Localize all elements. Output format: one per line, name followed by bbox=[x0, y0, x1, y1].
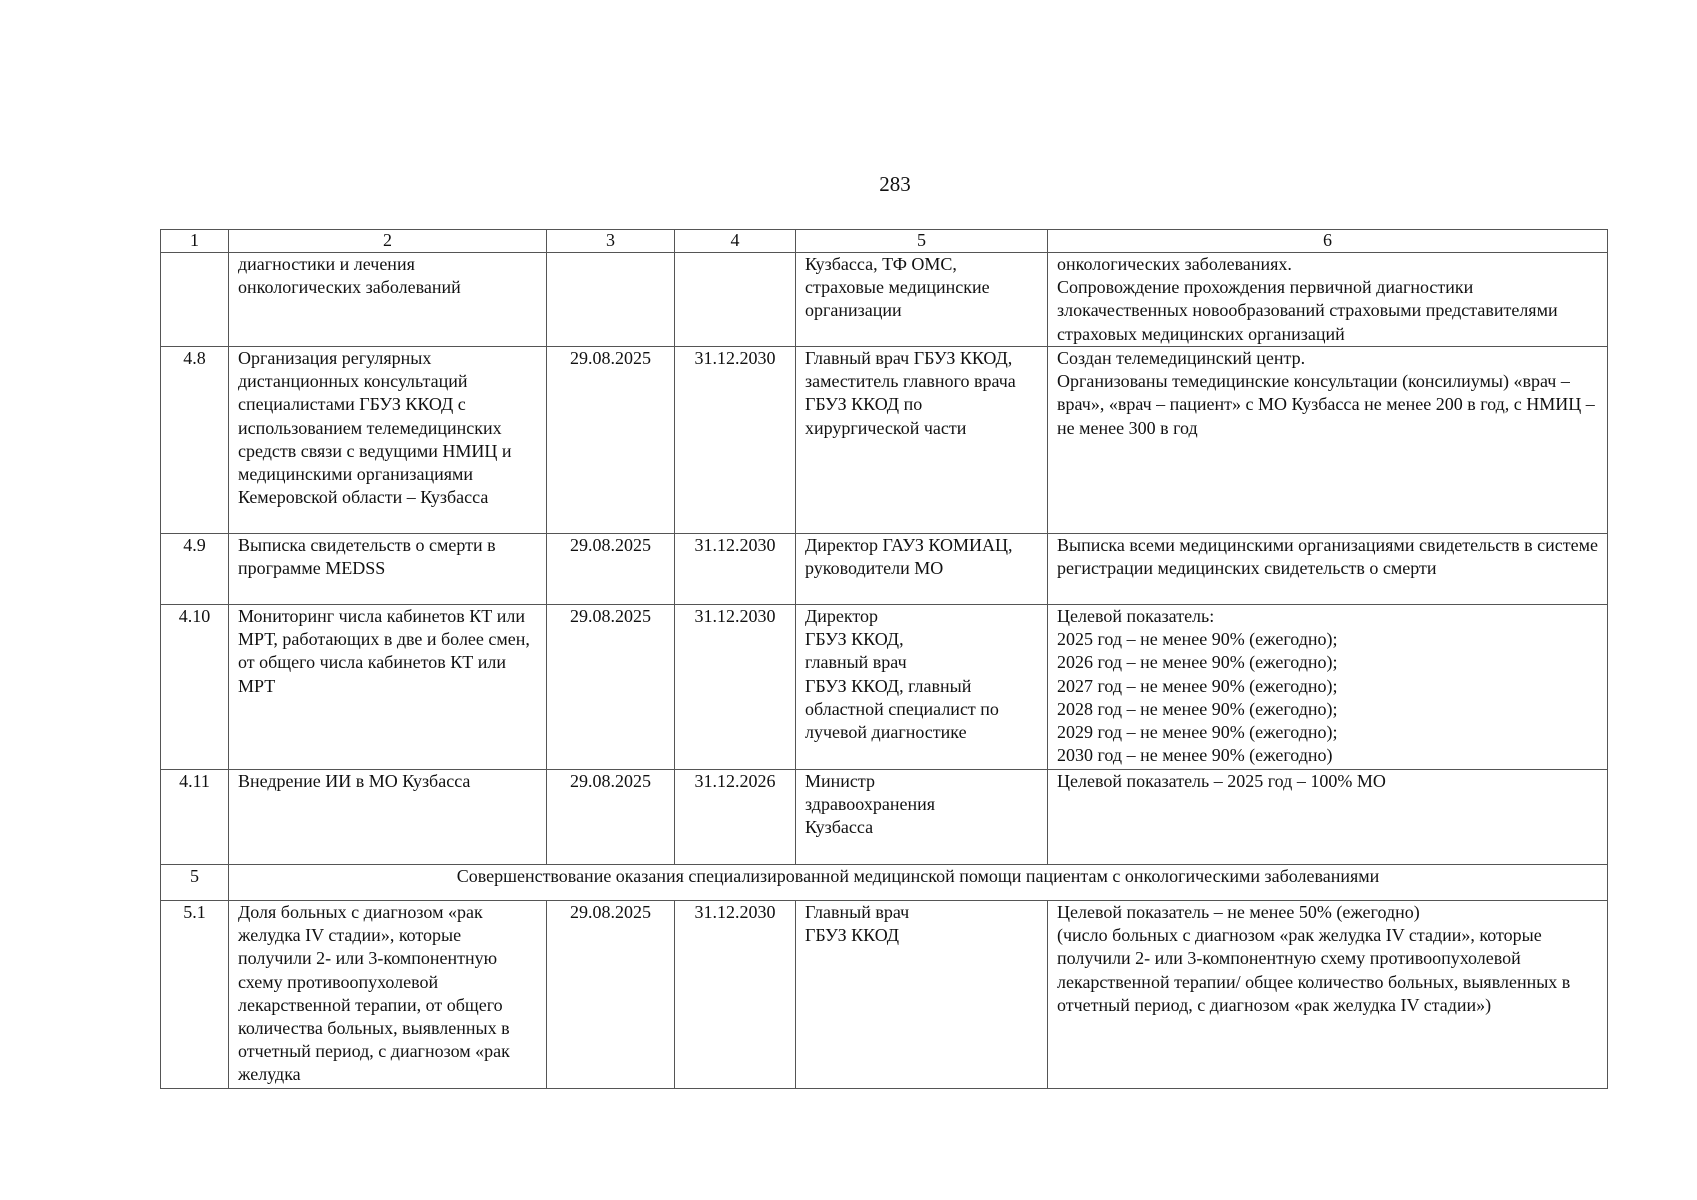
row-number: 5.1 bbox=[161, 901, 229, 1089]
measure-cell: Выписка свидетельств о смерти в программе MEDSS bbox=[229, 534, 547, 605]
start-date-cell: 29.08.2025 bbox=[547, 347, 675, 534]
responsible-cell: Главный врач ГБУЗ ККОД bbox=[796, 901, 1048, 1089]
column-header: 1 bbox=[161, 230, 229, 253]
row-number bbox=[161, 253, 229, 347]
table-row bbox=[161, 534, 1608, 605]
table-row bbox=[161, 901, 1608, 1089]
end-date-cell: 31.12.2026 bbox=[675, 770, 796, 865]
responsible-cell: Директор ГБУЗ ККОД, главный врач ГБУЗ ККОД, главный областной специалист по лучевой диагностике bbox=[796, 605, 1048, 770]
column-header: 4 bbox=[675, 230, 796, 253]
start-date-cell: 29.08.2025 bbox=[547, 770, 675, 865]
table-row bbox=[161, 347, 1608, 534]
end-date-cell: 31.12.2030 bbox=[675, 901, 796, 1089]
column-header: 2 bbox=[229, 230, 547, 253]
row-number: 4.9 bbox=[161, 534, 229, 605]
start-date-cell: 29.08.2025 bbox=[547, 901, 675, 1089]
table-row bbox=[161, 253, 1608, 347]
section-row bbox=[161, 865, 1608, 901]
table-row bbox=[161, 770, 1608, 865]
responsible-cell: Главный врач ГБУЗ ККОД, заместитель главного врача ГБУЗ ККОД по хирургической части bbox=[796, 347, 1048, 534]
start-date-cell: 29.08.2025 bbox=[547, 605, 675, 770]
measure-cell: Мониторинг числа кабинетов КТ или МРТ, работающих в две и более смен, от общего числа кабинетов КТ или МРТ bbox=[229, 605, 547, 770]
table-row bbox=[161, 605, 1608, 770]
responsible-cell: Директор ГАУЗ КОМИАЦ, руководители МО bbox=[796, 534, 1048, 605]
responsible-cell: Кузбасса, ТФ ОМС, страховые медицинские организации bbox=[796, 253, 1048, 347]
column-header: 5 bbox=[796, 230, 1048, 253]
column-header: 6 bbox=[1048, 230, 1608, 253]
start-date-cell: 29.08.2025 bbox=[547, 534, 675, 605]
result-cell: Целевой показатель – не менее 50% (ежегодно) (число больных с диагнозом «рак желудка IV стадии», которые получили 2- или 3-компонентную схему противоопухолевой лекарственной терапии/ общее количество больных, выявленных в отчетный период, с диагнозом «рак желудка IV стадии») bbox=[1048, 901, 1608, 1089]
row-number: 4.11 bbox=[161, 770, 229, 865]
start-date-cell bbox=[547, 253, 675, 347]
end-date-cell: 31.12.2030 bbox=[675, 605, 796, 770]
measure-cell: Организация регулярных дистанционных консультаций специалистами ГБУЗ ККОД с использованием телемедицинских средств связи с ведущими НМИЦ и медицинскими организациями Кемеровской области – Кузбасса bbox=[229, 347, 547, 534]
responsible-cell: Министр здравоохранения Кузбасса bbox=[796, 770, 1048, 865]
section-number: 5 bbox=[161, 865, 229, 901]
result-cell: Целевой показатель: 2025 год – не менее 90% (ежегодно); 2026 год – не менее 90% (ежегодно); 2027 год – не менее 90% (ежегодно); 2028 год – не менее 90% (ежегодно); 2029 год – не менее 90% (ежегодно); 2030 год – не менее 90% (ежегодно) bbox=[1048, 605, 1608, 770]
result-cell: Целевой показатель – 2025 год – 100% МО bbox=[1048, 770, 1608, 865]
section-title: Совершенствование оказания специализированной медицинской помощи пациентам с онкологическими заболеваниями bbox=[229, 865, 1608, 901]
measure-cell: Доля больных с диагнозом «рак желудка IV стадии», которые получили 2- или 3-компонентную схему противоопухолевой лекарственной терапии, от общего количества больных, выявленных в отчетный период, с диагнозом «рак желудка bbox=[229, 901, 547, 1089]
end-date-cell: 31.12.2030 bbox=[675, 534, 796, 605]
table-header-row bbox=[161, 230, 1608, 253]
row-number: 4.10 bbox=[161, 605, 229, 770]
measure-cell: диагностики и лечения онкологических заболеваний bbox=[229, 253, 547, 347]
column-header: 3 bbox=[547, 230, 675, 253]
end-date-cell: 31.12.2030 bbox=[675, 347, 796, 534]
measure-cell: Внедрение ИИ в МО Кузбасса bbox=[229, 770, 547, 865]
result-cell: онкологических заболеваниях. Сопровождение прохождения первичной диагностики злокачественных новообразований страховыми представителями страховых медицинских организаций bbox=[1048, 253, 1608, 347]
page-number: 283 bbox=[879, 172, 911, 196]
end-date-cell bbox=[675, 253, 796, 347]
row-number: 4.8 bbox=[161, 347, 229, 534]
plan-table bbox=[160, 229, 1608, 1089]
result-cell: Выписка всеми медицинскими организациями свидетельств в системе регистрации медицинских свидетельств о смерти bbox=[1048, 534, 1608, 605]
result-cell: Создан телемедицинский центр. Организованы темедицинские консультации (консилиумы) «врач – врач», «врач – пациент» с МО Кузбасса не менее 200 в год, с НМИЦ – не менее 300 в год bbox=[1048, 347, 1608, 534]
